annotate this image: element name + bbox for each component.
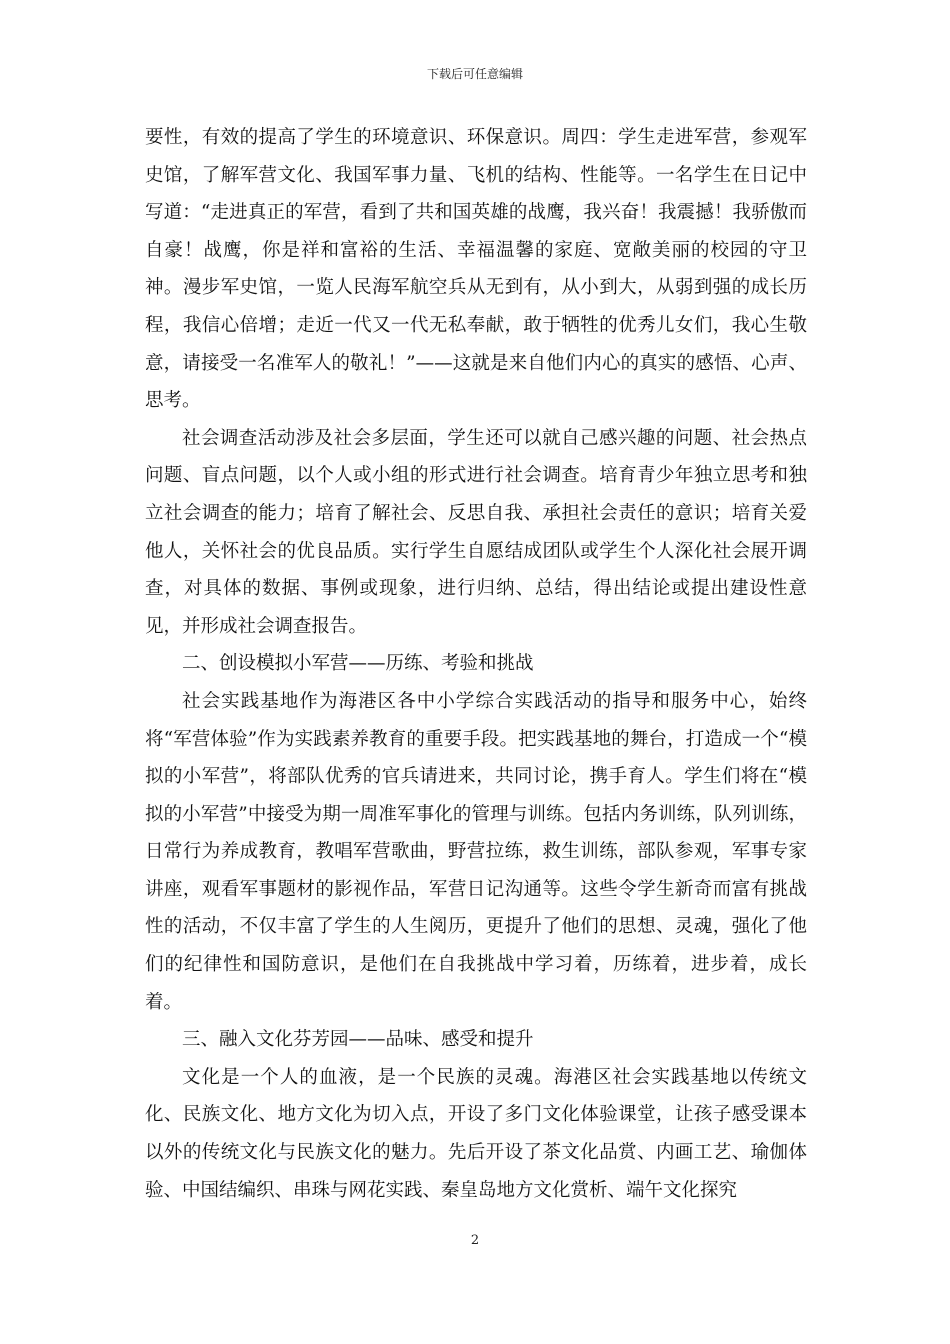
document-body bbox=[145, 119, 807, 1209]
section-heading-mock-camp: 二、创设模拟小军营——历练、考验和挑战 bbox=[182, 653, 534, 675]
section-heading-culture-garden: 三、融入文化芬芳园——品味、感受和提升 bbox=[182, 1029, 534, 1051]
paragraph-culture: 文化是一个人的血液，是一个民族的灵魂。海港区社会实践基地以传统文化、民族文化、地方文化为切入点，开设了多门文化体验课堂，让孩子感受课本以外的传统文化与民族文化的魅力。先后开设了茶文化品赏、内画工艺、瑜伽体验、中国结编织、串珠与网花实践、秦皇岛地方文化赏析、端午文化探究 bbox=[145, 1066, 807, 1201]
paragraph-military-camp-visit: 要性，有效的提高了学生的环境意识、环保意识。周四：学生走进军营，参观军史馆，了解军营文化、我国军事力量、飞机的结构、性能等。一名学生在日记中写道：“走进真正的军营，看到了共和国英雄的战鹰，我兴奋！我震撼！我骄傲而自豪！战鹰，你是祥和富裕的生活、幸福温馨的家庭、宽敞美丽的校园的守卫神。漫步军史馆，一览人民海军航空兵从无到有，从小到大，从弱到强的成长历程，我信心倍增；走近一代又一代无私奉献，敢于牺牲的优秀儿女们，我心生敬意，请接受一名准军人的敬礼！”——这就是来自他们内心的真实的感悟、心声、思考。 bbox=[145, 127, 807, 412]
paragraph-mock-camp: 社会实践基地作为海港区各中小学综合实践活动的指导和服务中心，始终将“军营体验”作为实践素养教育的重要手段。把实践基地的舞台，打造成一个“模拟的小军营”，将部队优秀的官兵请进来，共同讨论，携手育人。学生们将在“模拟的小军营”中接受为期一周准军事化的管理与训练。包括内务训练，队列训练，日常行为养成教育，教唱军营歌曲，野营拉练，救生训练，部队参观，军事专家讲座，观看军事题材的影视作品，军营日记沟通等。这些令学生新奇而富有挑战性的活动，不仅丰富了学生的人生阅历，更提升了他们的思想、灵魂，强化了他们的纪律性和国防意识，是他们在自我挑战中学习着，历练着，进步着，成长着。 bbox=[145, 690, 807, 1013]
paragraph-social-survey: 社会调查活动涉及社会多层面，学生还可以就自己感兴趣的问题、社会热点问题、盲点问题，以个人或小组的形式进行社会调查。培育青少年独立思考和独立社会调查的能力；培育了解社会、反思自我、承担社会责任的意识；培育关爱他人，关怀社会的优良品质。实行学生自愿结成团队或学生个人深化社会展开调查，对具体的数据、事例或现象，进行归纳、总结，得出结论或提出建设性意见，并形成社会调查报告。 bbox=[145, 427, 807, 637]
page-header-note: 下载后可任意编辑 bbox=[426, 67, 523, 81]
page-number: 2 bbox=[470, 1233, 480, 1248]
